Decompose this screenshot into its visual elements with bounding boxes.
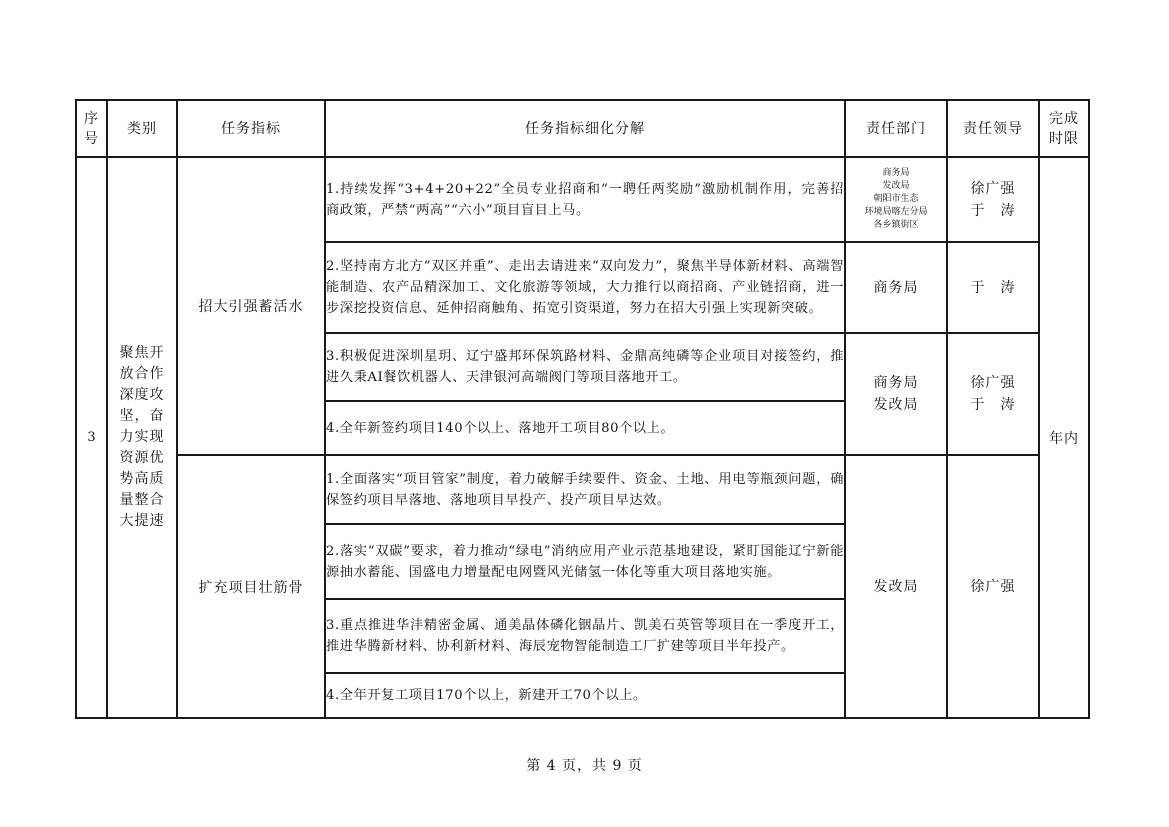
seq-cell: 3 <box>76 157 107 718</box>
header-seq <box>76 100 107 157</box>
department-line: 商务局 <box>873 375 919 391</box>
department-cell <box>845 333 947 455</box>
deadline-cell: 年内 <box>1039 157 1089 718</box>
department-cell: 发改局 <box>845 455 947 718</box>
breakdown-cell: 4.全年新签约项目140个以上、落地开工项目80个以上。 <box>325 401 845 455</box>
header-row <box>76 100 1089 157</box>
leader-cell: 于 涛 <box>947 242 1039 333</box>
leader-line: 于 涛 <box>970 202 1016 219</box>
header-seq-line: 号 <box>84 130 99 147</box>
breakdown-cell: 2.落实“双碳”要求，着力推动“绿电”消纳应用产业示范基地建设，紧盯国能辽宁新能源抽水蓄能、国盛电力增量配电网暨风光储氢一体化等重大项目落地实施。 <box>325 524 845 599</box>
breakdown-cell: 1.全面落实“项目管家”制度，着力破解手续要件、资金、土地、用电等瓶颈问题，确保签约项目早落地、落地项目早投产、投产项目早达效。 <box>325 455 845 524</box>
leader-line: 徐广强 <box>970 180 1016 197</box>
header-indicator: 任务指标 <box>177 100 325 157</box>
header-deadline-line: 时限 <box>1049 130 1079 147</box>
department-line: 商务局 <box>882 168 910 178</box>
table-row <box>76 455 1089 524</box>
indicator-cell: 扩充项目壮筋骨 <box>177 455 325 718</box>
category-cell <box>107 157 177 718</box>
breakdown-cell: 3.积极促进深圳星玥、辽宁盛邦环保筑路材料、金鼎高纯磷等企业项目对接签约，推进久秉AI餐饮机器人、天津银河高端阀门等项目落地开工。 <box>325 333 845 401</box>
indicator-cell: 招大引强蓄活水 <box>177 157 325 455</box>
leader-cell <box>947 333 1039 455</box>
category-line: 聚焦开 <box>119 345 165 361</box>
header-leader: 责任领导 <box>947 100 1039 157</box>
leader-cell <box>947 157 1039 242</box>
table-row <box>76 157 1089 242</box>
department-cell: 商务局 <box>845 242 947 333</box>
page-number-footer: 第 4 页，共 9 页 <box>526 758 643 774</box>
department-line: 环境局喀左分局 <box>864 207 928 217</box>
leader-cell: 徐广强 <box>947 455 1039 718</box>
category-line: 力实现 <box>119 429 165 445</box>
breakdown-cell: 4.全年开复工项目170个以上，新建开工70个以上。 <box>325 673 845 718</box>
category-line: 量整合 <box>119 492 165 508</box>
breakdown-cell: 1.持续发挥“3+4+20+22”全员专业招商和“一聘任两奖励”激励机制作用，完善招商政策，严禁“两高”“六小”项目盲目上马。 <box>325 157 845 242</box>
category-line: 资源优 <box>119 450 165 466</box>
header-category: 类别 <box>107 100 177 157</box>
department-line: 发改局 <box>882 181 910 191</box>
header-breakdown: 任务指标细化分解 <box>325 100 845 157</box>
breakdown-cell: 3.重点推进华沣精密金属、通美晶体磷化铟晶片、凯美石英管等项目在一季度开工，推进华腾新材料、协利新材料、海辰宠物智能制造工厂扩建等项目半年投产。 <box>325 599 845 673</box>
category-line: 坚，奋 <box>119 408 165 424</box>
department-cell <box>845 157 947 242</box>
department-line: 各乡镇街区 <box>873 220 919 230</box>
breakdown-cell: 2.坚持南方北方“双区并重”、走出去请进来“双向发力”，聚焦半导体新材料、高端智能制造、农产品精深加工、文化旅游等领域，大力推行以商招商、产业链招商，进一步深挖投资信息、延伸招商触角、拓宽引资渠道，努力在招大引强上实现新突破。 <box>325 242 845 333</box>
department-line: 发改局 <box>873 397 919 413</box>
task-table <box>75 99 1090 719</box>
header-seq-line: 序 <box>84 110 99 127</box>
header-deadline-line: 完成 <box>1049 110 1079 127</box>
category-line: 大提速 <box>119 513 165 529</box>
category-line: 深度攻 <box>119 387 165 403</box>
leader-line: 徐广强 <box>970 375 1016 391</box>
category-line: 势高质 <box>119 471 165 487</box>
leader-line: 于 涛 <box>970 397 1016 413</box>
category-line: 放合作 <box>119 366 165 382</box>
header-department: 责任部门 <box>845 100 947 157</box>
department-line: 朝阳市生态 <box>873 194 919 204</box>
header-deadline <box>1039 100 1089 157</box>
